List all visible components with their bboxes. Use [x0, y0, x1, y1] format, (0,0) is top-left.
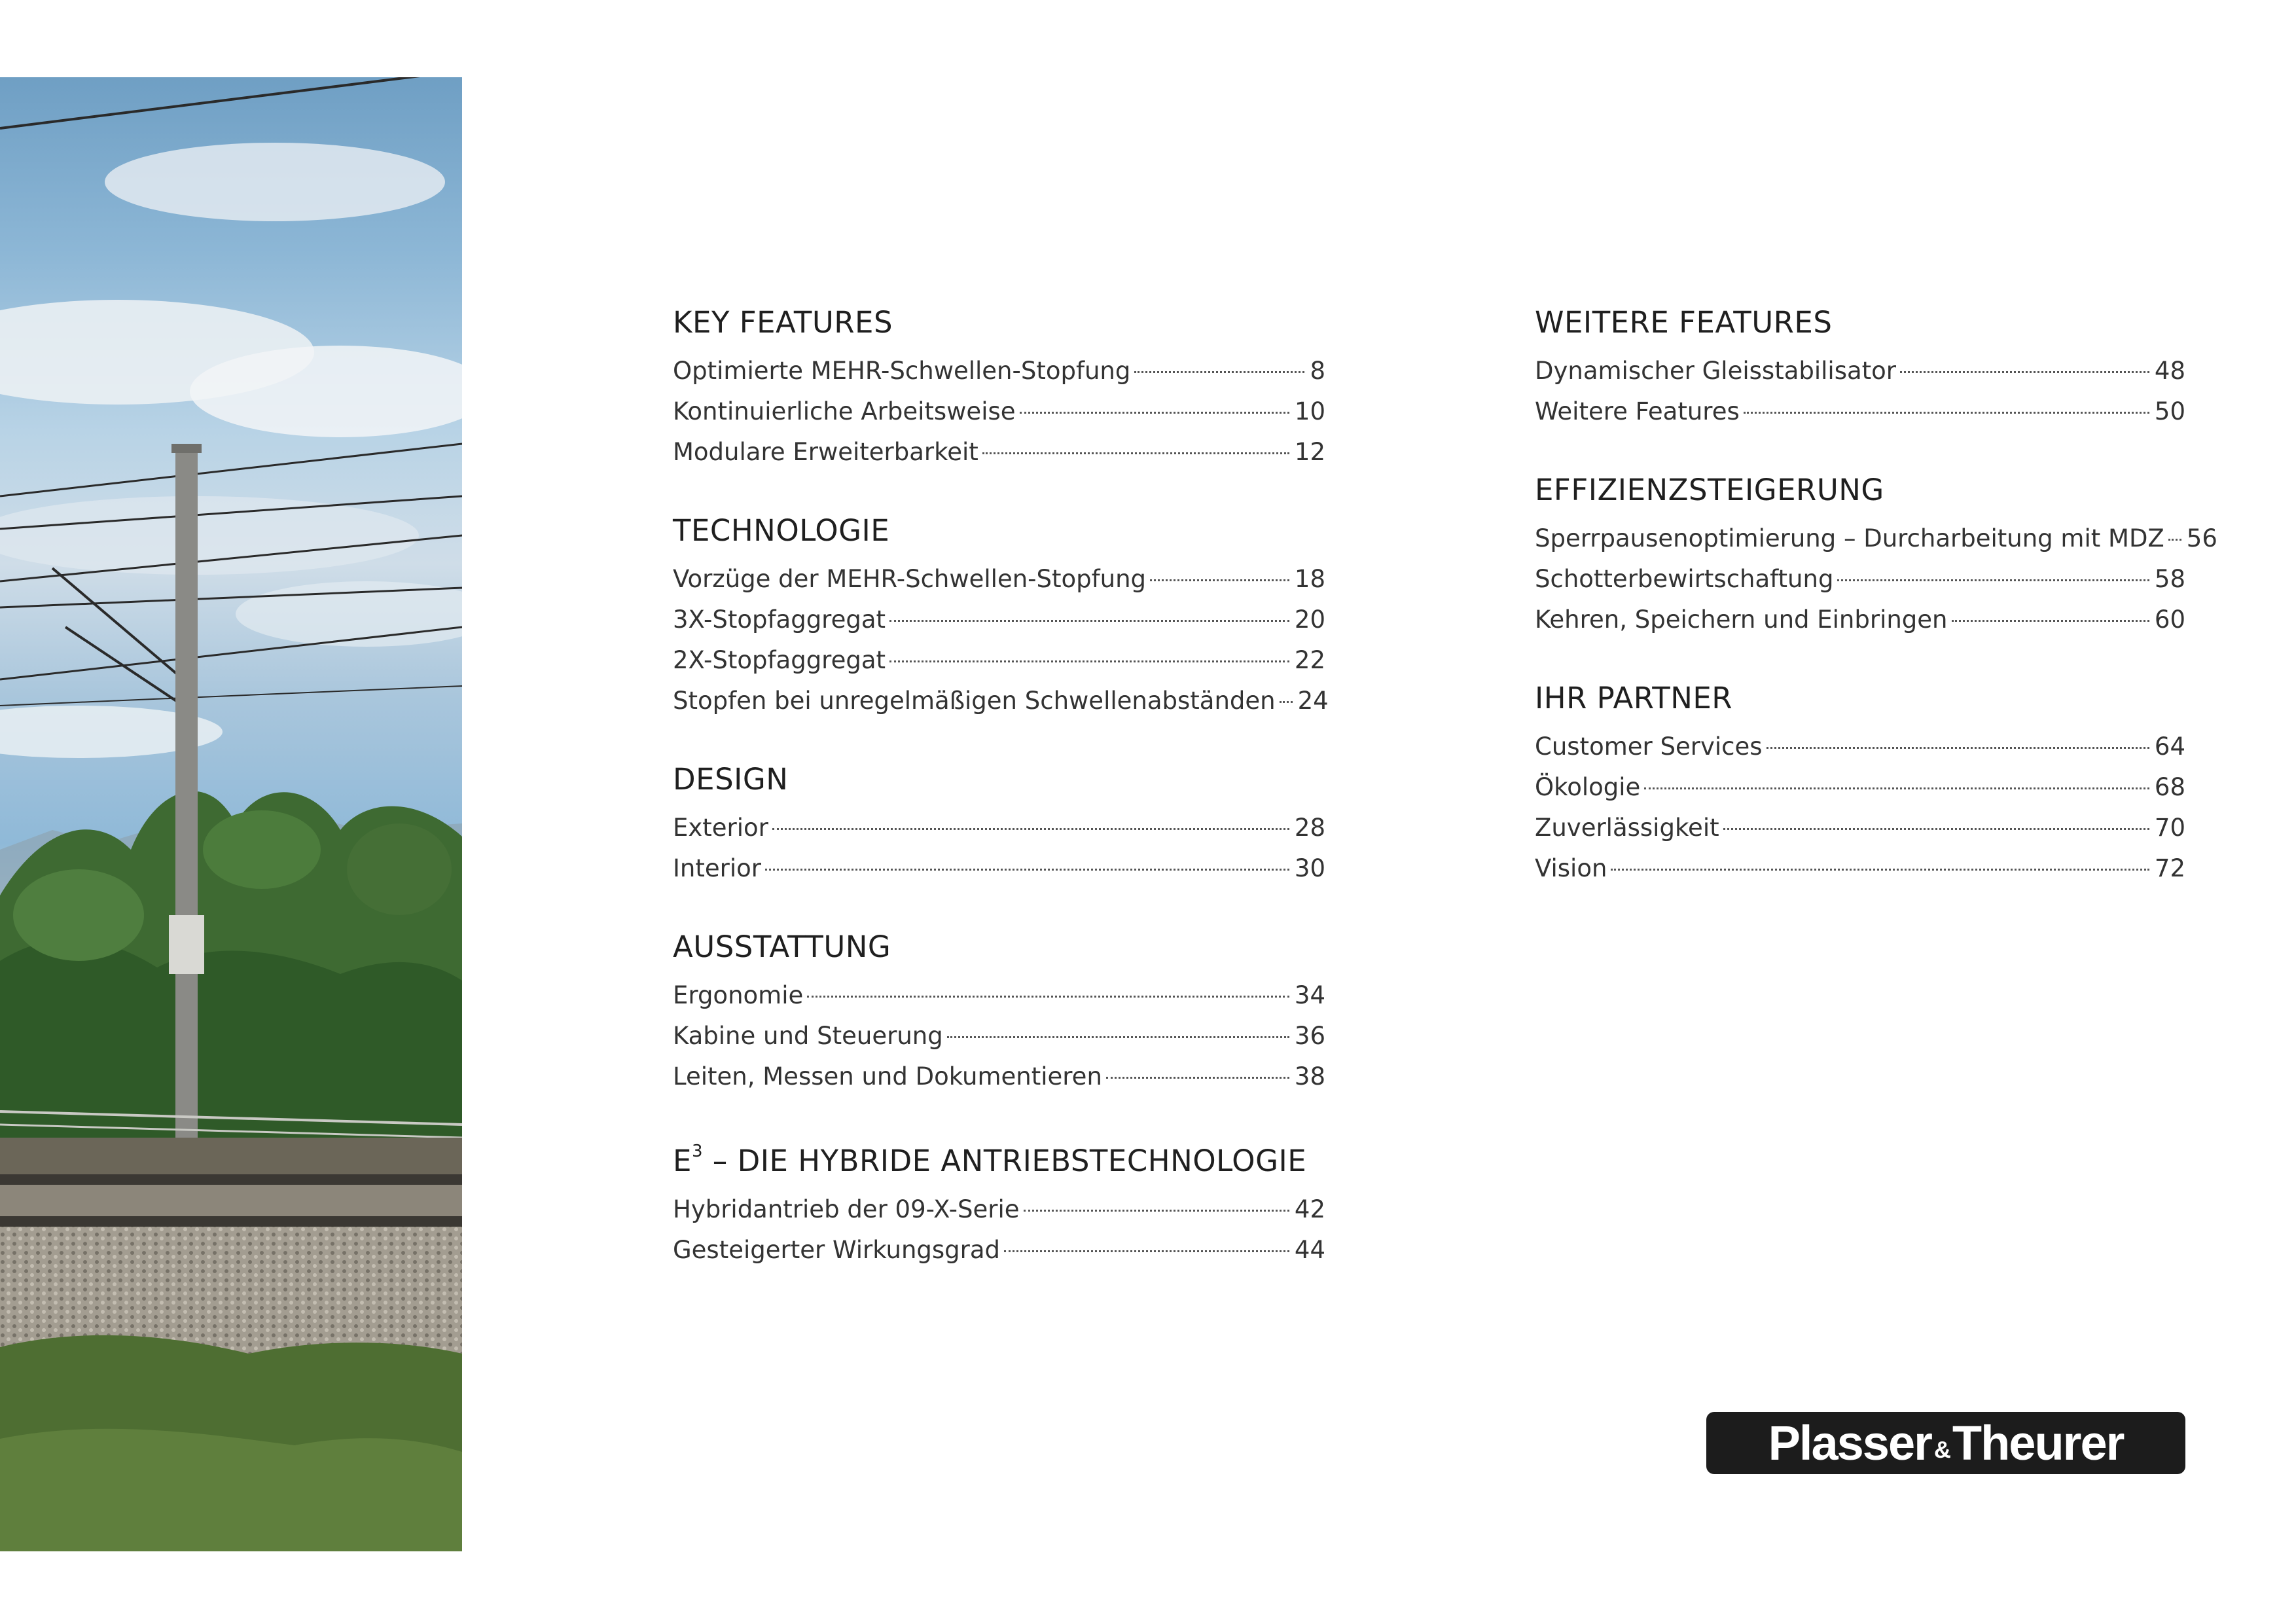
toc-entry-label: Exterior — [673, 814, 768, 842]
toc-entry[interactable] — [673, 1230, 1325, 1271]
section-title: IHR PARTNER — [1535, 681, 1733, 715]
toc-entry-label: Kehren, Speichern und Einbringen — [1535, 605, 1948, 634]
toc-entry[interactable] — [673, 975, 1325, 1016]
dot-leader — [765, 869, 1289, 871]
section-title-superscript: 3 — [691, 1142, 703, 1161]
toc-entry-label: Vorzüge der MEHR-Schwellen-Stopfung — [673, 565, 1147, 593]
toc-entry-label: 2X-Stopfaggregat — [673, 646, 886, 674]
toc-section-effizienzsteigerung — [1535, 469, 2217, 640]
toc-entry-label: Ökologie — [1535, 773, 1641, 801]
dot-leader — [889, 620, 1289, 622]
toc-entry-label: Kabine und Steuerung — [673, 1022, 943, 1050]
toc-entry-page: 38 — [1294, 1062, 1325, 1091]
toc-entry-label: 3X-Stopfaggregat — [673, 605, 886, 634]
toc-entry-page: 8 — [1310, 357, 1325, 385]
toc-entry-label: Weitere Features — [1535, 397, 1740, 425]
dot-leader — [947, 1036, 1289, 1038]
toc-entry[interactable] — [1535, 391, 2185, 432]
toc-entry-page: 12 — [1294, 438, 1325, 466]
toc-entry-page: 42 — [1294, 1195, 1325, 1223]
dot-leader — [1900, 371, 2149, 373]
dot-leader — [1767, 747, 2149, 749]
toc-section-key-features — [673, 301, 1325, 473]
toc-entry-label: Optimierte MEHR-Schwellen-Stopfung — [673, 357, 1131, 385]
toc-entry-label: Ergonomie — [673, 981, 804, 1009]
toc-entry-page: 56 — [2186, 524, 2217, 552]
toc-entry-label: Kontinuierliche Arbeitsweise — [673, 397, 1016, 425]
section-title-rest: – DIE HYBRIDE ANTRIEBSTECHNOLOGIE — [702, 1144, 1307, 1178]
toc-entry[interactable] — [673, 391, 1325, 432]
toc-entry[interactable] — [1535, 559, 2185, 600]
toc-entry[interactable] — [1535, 600, 2185, 640]
section-title: KEY FEATURES — [673, 305, 893, 340]
toc-entry-page: 28 — [1294, 814, 1325, 842]
dot-leader — [1134, 371, 1304, 373]
railway-photo-illustration — [0, 77, 462, 1551]
toc-section-weitere-features — [1535, 301, 2185, 432]
toc-section-ausstattung — [673, 926, 1325, 1097]
dot-leader — [1004, 1250, 1289, 1252]
toc-entry[interactable] — [673, 848, 1325, 889]
toc-entry-page: 22 — [1294, 646, 1325, 674]
toc-entry[interactable] — [673, 351, 1325, 391]
toc-section-ihr-partner — [1535, 677, 2185, 889]
toc-entry-label: Customer Services — [1535, 732, 1763, 761]
dot-leader — [982, 452, 1289, 454]
toc-entry-label: Dynamischer Gleisstabilisator — [1535, 357, 1897, 385]
toc-entry[interactable] — [673, 1189, 1325, 1230]
toc-entry[interactable] — [673, 1016, 1325, 1056]
section-title-prefix: E — [673, 1144, 692, 1178]
toc-left-column — [673, 301, 1329, 1307]
toc-entry-label: Leiten, Messen und Dokumentieren — [673, 1062, 1102, 1091]
toc-entry[interactable] — [1535, 808, 2185, 848]
section-title: DESIGN — [673, 762, 789, 797]
toc-entry[interactable] — [673, 808, 1325, 848]
toc-entry-label: Modulare Erweiterbarkeit — [673, 438, 978, 466]
toc-entry[interactable] — [673, 432, 1325, 473]
dot-leader — [1837, 579, 2149, 581]
toc-entry-page: 20 — [1294, 605, 1325, 634]
toc-entry-label: Gesteigerter Wirkungsgrad — [673, 1236, 1001, 1264]
toc-entry-page: 58 — [2154, 565, 2185, 593]
plasser-theurer-logo — [1706, 1412, 2185, 1474]
toc-entry-page: 36 — [1294, 1022, 1325, 1050]
toc-entry[interactable] — [1535, 727, 2185, 767]
dot-leader — [1020, 412, 1289, 414]
toc-entry-page: 68 — [2154, 773, 2185, 801]
section-title: WEITERE FEATURES — [1535, 305, 1833, 340]
toc-entry-label: Hybridantrieb der 09-X-Serie — [673, 1195, 1020, 1223]
toc-entry[interactable] — [1535, 351, 2185, 391]
toc-entry-page: 64 — [2154, 732, 2185, 761]
toc-entry-label: Interior — [673, 854, 761, 882]
toc-entry[interactable] — [673, 681, 1329, 721]
dot-leader — [1024, 1210, 1289, 1212]
section-title: EFFIZIENZSTEIGERUNG — [1535, 473, 1884, 507]
toc-entry-page: 10 — [1294, 397, 1325, 425]
toc-entry-page: 60 — [2154, 605, 2185, 634]
dot-leader — [1952, 620, 2149, 622]
toc-entry[interactable] — [1535, 767, 2185, 808]
dot-leader — [1644, 787, 2149, 789]
dot-leader — [1611, 869, 2149, 871]
dot-leader — [1150, 579, 1289, 581]
toc-section-hybrid — [673, 1134, 1325, 1271]
toc-entry-page: 30 — [1294, 854, 1325, 882]
section-title: AUSSTATTUNG — [673, 929, 891, 964]
toc-entry-label: Vision — [1535, 854, 1607, 882]
toc-entry-page: 48 — [2154, 357, 2185, 385]
logo-ampersand: & — [1933, 1435, 1950, 1463]
section-title: TECHNOLOGIE — [673, 513, 890, 548]
toc-right-column — [1535, 301, 2217, 926]
toc-entry-page: 34 — [1294, 981, 1325, 1009]
toc-entry-label: Sperrpausenoptimierung – Durcharbeitung mit MDZ — [1535, 524, 2164, 552]
dot-leader — [772, 828, 1289, 830]
toc-entry-page: 50 — [2154, 397, 2185, 425]
toc-entry[interactable] — [1535, 518, 2217, 559]
dot-leader — [889, 660, 1289, 662]
toc-section-design — [673, 758, 1325, 889]
dot-leader — [1280, 701, 1293, 703]
toc-entry[interactable] — [673, 640, 1325, 681]
toc-entry[interactable] — [673, 600, 1325, 640]
toc-entry-label: Schotterbewirtschaftung — [1535, 565, 1834, 593]
dot-leader — [1106, 1077, 1289, 1079]
toc-entry-page: 72 — [2154, 854, 2185, 882]
toc-entry-page: 70 — [2154, 814, 2185, 842]
toc-entry[interactable] — [1535, 848, 2185, 889]
toc-entry-label: Stopfen bei unregelmäßigen Schwellenabständen — [673, 687, 1276, 715]
dot-leader — [1723, 828, 2149, 830]
toc-entry-page: 44 — [1294, 1236, 1325, 1264]
logo-text-theurer: Theurer — [1952, 1416, 2124, 1470]
toc-section-technologie — [673, 509, 1329, 721]
toc-entry-page: 24 — [1297, 687, 1329, 715]
dot-leader — [807, 996, 1289, 998]
toc-entry-label: Zuverlässigkeit — [1535, 814, 1719, 842]
logo-text-plasser: Plasser — [1768, 1416, 1931, 1470]
toc-entry-page: 18 — [1294, 565, 1325, 593]
dot-leader — [2168, 539, 2181, 541]
section-title — [673, 1134, 1325, 1183]
railway-photo — [0, 77, 462, 1551]
toc-entry[interactable] — [673, 559, 1325, 600]
dot-leader — [1744, 412, 2149, 414]
toc-entry[interactable] — [673, 1056, 1325, 1097]
